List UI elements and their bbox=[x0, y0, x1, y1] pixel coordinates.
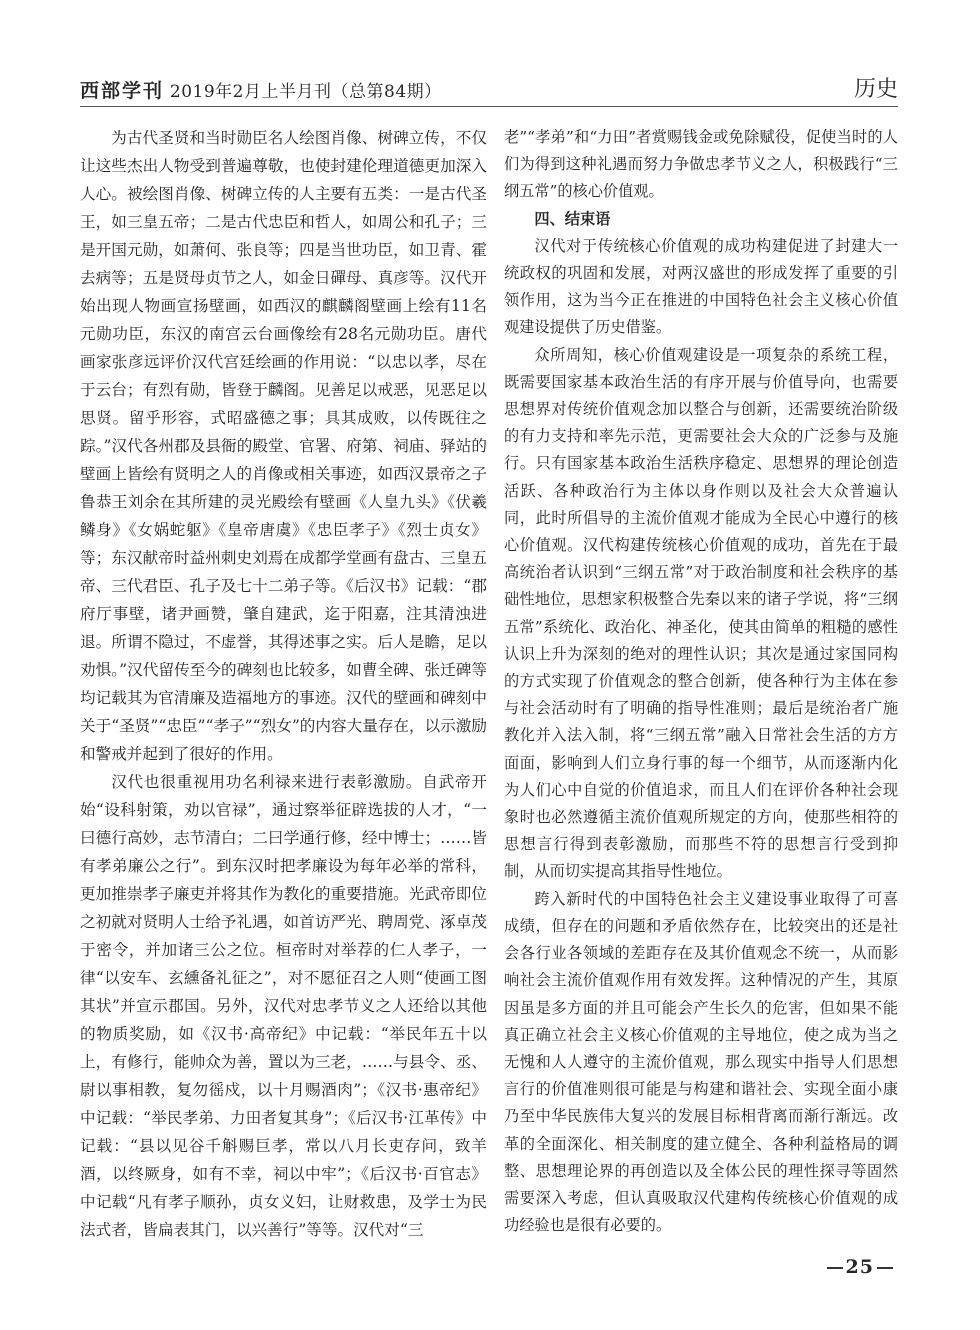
page-number: 25 bbox=[845, 1256, 874, 1278]
left-column bbox=[80, 124, 487, 1244]
section-label: 历史 bbox=[853, 77, 898, 102]
section-heading: 四、结束语 bbox=[534, 209, 611, 228]
journal-info bbox=[80, 76, 442, 103]
dash-left bbox=[827, 1267, 843, 1269]
paragraph: 汉代对于传统核心价值观的成功构建促进了封建大一统政权的巩固和发展，对两汉盛世的形成发挥了重要的引领作用，这为当今正在推进的中国特色社会主义核心价值观建设提供了历史借鉴。 bbox=[504, 236, 898, 337]
page-number-footer bbox=[824, 1256, 896, 1278]
paragraph: 跨入新时代的中国特色社会主义建设事业取得了可喜成绩，但存在的问题和矛盾依然存在，比较突出的还是社会各行业各领域的差距存在及其价值观念不统一，从而影响社会主流价值观作用有效发挥。这种情况的产生，其原因虽是多方面的并且可能会产生长久的危害，但如果不能真正确立社会主义核心价值观的主导地位，使之成为当之无愧和人人遵守的主流价值观，那么现实中指导人们思想言行的价值准则很可能是与构建和谐社会、实现全面小康乃至中华民族伟大复兴的发展目标相背离而渐行渐远。改革的全面深化、相关制度的建立健全、各种利益格局的调整、思想理论界的再创造以及全体公民的理性探寻等固然需要深入考虑，但认真吸取汉代建构传统核心价值观的成功经验也是很有必要的。 bbox=[504, 889, 898, 1235]
paragraph-continuation: 老”“孝弟”和“力田”者赏赐钱金或免除赋役，促使当时的人们为得到这种礼遇而努力争做忠孝节义之人，积极践行“三纲五常”的核心价值观。 bbox=[504, 128, 898, 201]
running-header bbox=[80, 68, 898, 104]
right-column bbox=[504, 124, 898, 1239]
paragraph: 众所周知，核心价值观建设是一项复杂的系统工程，既需要国家基本政治生活的有序开展与价值导向，也需要思想界对传统价值观念加以整合与创新，还需要统治阶级的有力支持和率先示范，更需要社会大众的广泛参与及施行。只有国家基本政治生活秩序稳定、思想界的理论创造活跃、各种政治行为主体以身作则以及社会大众普遍认同，此时所倡导的主流价值观才能成为全民心中遵行的核心价值观。汉代构建传统核心价值观的成功，首先在于最高统治者认识到“三纲五常”对于政治制度和社会秩序的基础性地位，思想家积极整合先秦以来的诸子学说，将“三纲五常”系统化、政治化、神圣化，使其由简单的粗糙的感性认识上升为深刻的绝对的理性认识；其次是通过家国同构的方式实现了价值观念的整合创新，使各种行为主体在参与社会活动时有了明确的指导性准则；最后是统治者广施教化并入法入制，将“三纲五常”融入日常社会生活的方方面面，影响到人们立身行事的每一个细节，从而逐渐内化为人们心中自觉的价值追求，而且人们在评价各种社会现象时也必然遵循主流价值观所规定的方向，使那些相符的思想言行得到表彰激励，而那些不符的思想言行受到抑制，从而切实提高其指导性地位。 bbox=[504, 345, 898, 881]
journal-name: 西部学刊 bbox=[80, 80, 165, 102]
header-rule bbox=[80, 106, 898, 107]
dash-right bbox=[877, 1267, 893, 1269]
issue-info: 2019年2月上半月刊（总第84期） bbox=[169, 82, 442, 102]
paragraph: 汉代也很重视用功名利禄来进行表彰激励。自武帝开始“设科射策，劝以官禄”，通过察举征辟选拔的人才，“一曰德行高妙，志节清白；二曰学通行修，经中博士；……皆有孝弟廉公之行”。到东汉时把孝廉设为每年必举的常科，更加推崇孝子廉吏并将其作为教化的重要措施。光武帝即位之初就对贤明人士给予礼遇，如首访严光、聘周党、涿卓茂于密令，并加诸三公之位。桓帝时对举荐的仁人孝子，一律“以安车、玄纁备礼征之”，对不愿征召之人则“使画工图其状”并宣示郡国。另外，汉代对忠孝节义之人还给以其他的物质奖励，如《汉书·高帝纪》中记载：“举民年五十以上，有修行，能帅众为善，置以为三老，……与县令、丞、尉以事相教，复勿徭戍，以十月赐酒肉”；《汉书·惠帝纪》中记载：“举民孝弟、力田者复其身”；《后汉书·江革传》中记载：“县以见谷千斛赐巨孝，常以八月长吏存问，致羊酒，以终厥身，如有不幸，祠以中牢”；《后汉书·百官志》中记载“凡有孝子顺孙，贞女义妇，让财救患，及学士为民法式者，皆扁表其门，以兴善行”等等。汉代对“三 bbox=[80, 773, 487, 1239]
paragraph: 为古代圣贤和当时勋臣名人绘图肖像、树碑立传，不仅让这些杰出人物受到普遍尊敬，也使封建伦理道德更加深入人心。被绘图肖像、树碑立传的人主要有五类：一是古代圣王，如三皇五帝；二是古代忠臣和哲人，如周公和孔子；三是开国元勋，如萧何、张良等；四是当世功臣，如卫青、霍去病等；五是贤母贞节之人，如金日磾母、真彦等。汉代开始出现人物画宣扬壁画，如西汉的麒麟阁壁画上绘有11名元勋功臣，东汉的南宫云台画像绘有28名元勋功臣。唐代画家张彦远评价汉代宫廷绘画的作用说：“以忠以孝，尽在于云台；有烈有勋，皆登于麟阁。见善足以戒恶，见恶足以思贤。留乎形容，式昭盛德之事；具其成败，以传既往之踪。”汉代各州郡及县衙的殿堂、官署、府第、祠庙、驿站的壁画上皆绘有贤明之人的肖像或相关事迹，如西汉景帝之子鲁恭王刘余在其所建的灵光殿绘有壁画《人皇九头》《伏羲鳞身》《女娲蛇躯》《皇帝唐虞》《忠臣孝子》《烈士贞女》等；东汉献帝时益州刺史刘焉在成都学堂画有盘古、三皇五帝、三代君臣、孔子及七十二弟子等。《后汉书》记载：“郡府厅事壁，诸尹画赞，肇自建武，迄于阳嘉，注其清浊进退。所谓不隐过，不虚誉，其得述事之实。后人是瞻，足以劝惧。”汉代留传至今的碑刻也比较多，如曹全碑、张迁碑等均记载其为官清廉及造福地方的事迹。汉代的壁画和碑刻中关于“圣贤”“忠臣”“孝子”“烈女”的内容大量存在，以示激励和警戒并起到了很好的作用。 bbox=[80, 129, 487, 763]
